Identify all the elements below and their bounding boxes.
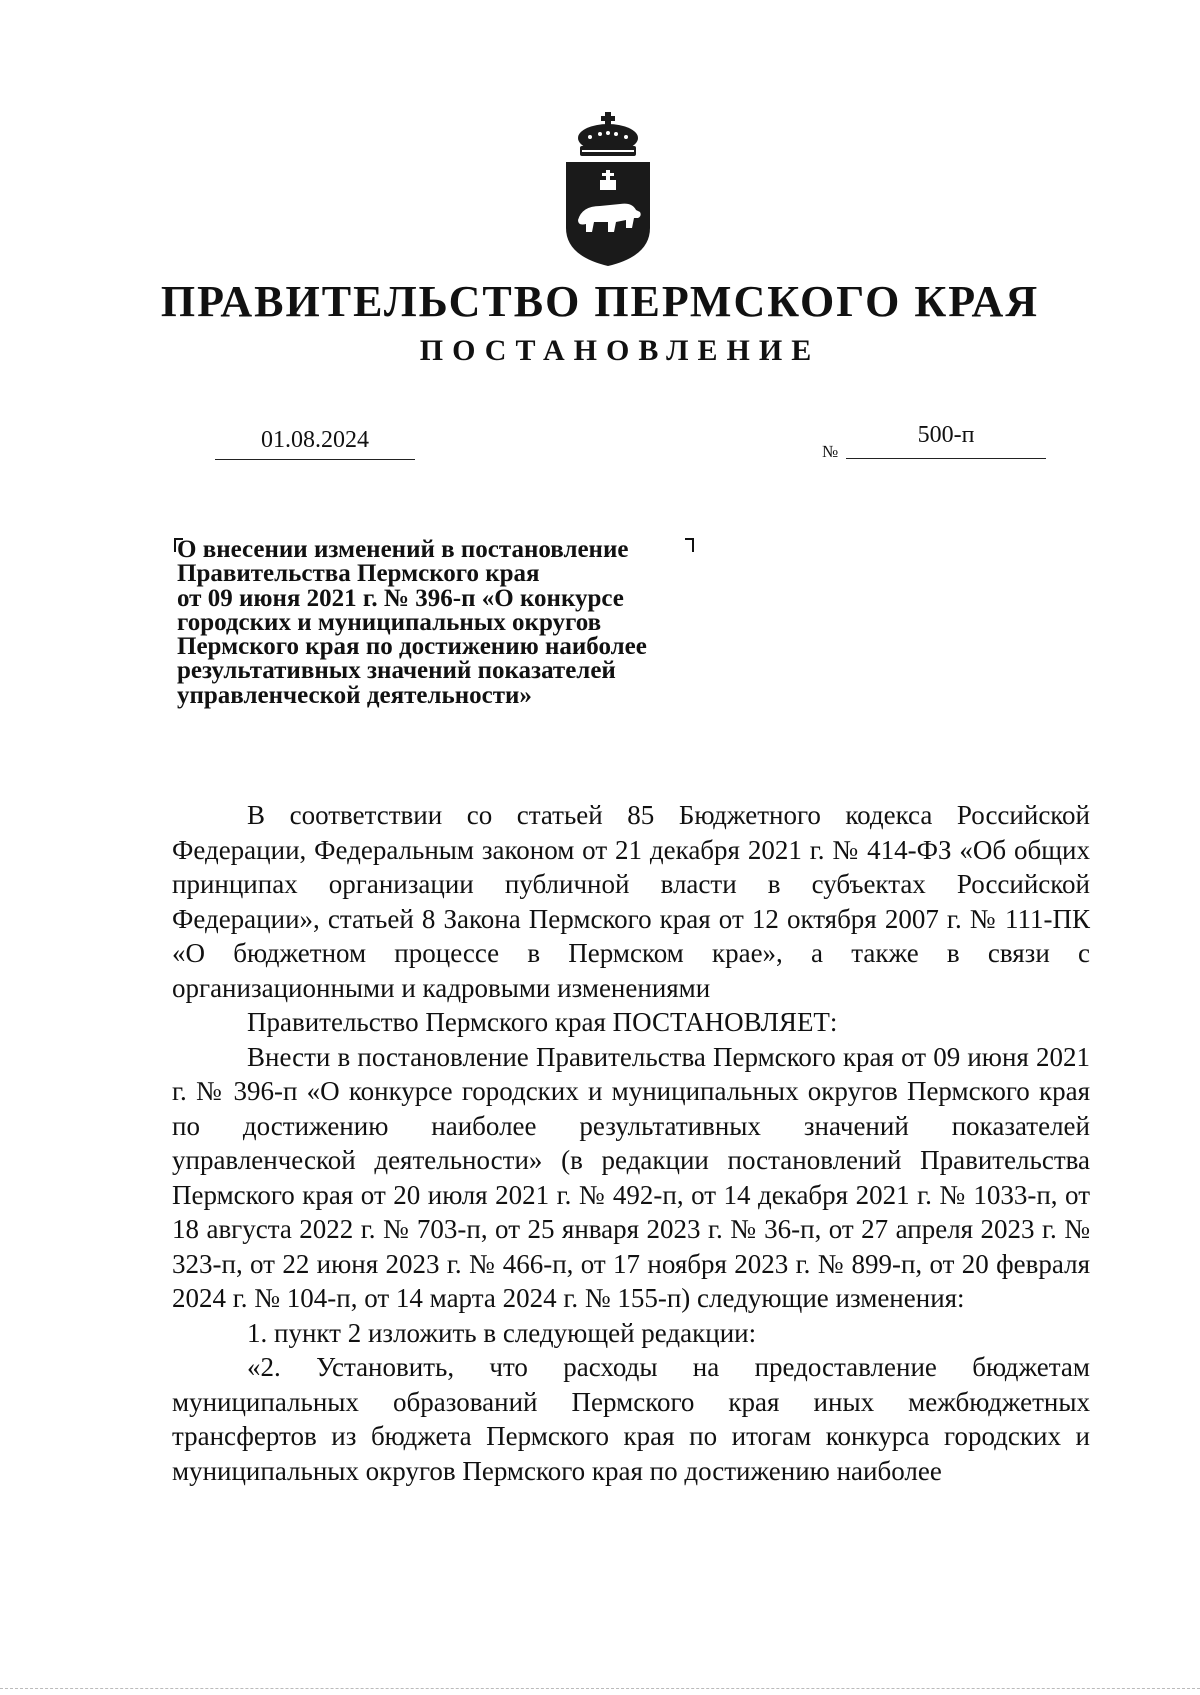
body-paragraph-amendment: Внести в постановление Правительства Пермского края от 09 июня 2021 г. № 396-п «О конкурсе городских и муниципальных округов Пермского края по достижению наиболее результативных значений показателей управленческой деятельности» (в редакции постановлений Правительства Пермского края от 20 июля 2021 г. № 492-п, от 14 декабря 2021 г. № 1033-п, от 18 августа 2022 г. № 703-п, от 25 января 2023 г. № 36-п, от 27 апреля 2023 г. № 323-п, от 22 июня 2023 г. № 466-п, от 17 ноября 2023 г. № 899-п, от 20 февраля 2024 г. № 104-п, от 14 марта 2024 г. № 155-п) следующие изменения: <box>172 1041 1090 1313</box>
subject-line: Правительства Пермского края <box>177 560 540 588</box>
perm-krai-coat-of-arms-icon <box>560 110 656 270</box>
document-number: 500-п <box>846 420 1046 459</box>
subject-line: О внесении изменений в постановление <box>177 536 629 563</box>
scan-edge-line <box>0 1688 1200 1689</box>
body-paragraph-item-1: 1. пункт 2 изложить в следующей редакции: <box>247 1317 757 1348</box>
subject-line: от 09 июня 2021 г. № 396-п «О конкурсе <box>177 584 624 612</box>
document-body <box>172 798 1090 1488</box>
body-paragraph-resolves: Правительство Пермского края ПОСТАНОВЛЯЕТ: <box>247 1007 838 1037</box>
subject-line: управленческой деятельности» <box>177 681 532 709</box>
subject-line: результативных значений показателей <box>177 657 616 685</box>
subject-line: Пермского края по достижению наиболее <box>177 633 647 661</box>
government-title: ПРАВИТЕЛЬСТВО ПЕРМСКОГО КРАЯ <box>160 277 1040 326</box>
document-date: 01.08.2024 <box>215 425 415 460</box>
document-type-title: ПОСТАНОВЛЕНИЕ <box>419 334 821 367</box>
number-label: № <box>822 442 839 461</box>
subject-line: городских и муниципальных округов <box>177 608 602 636</box>
body-paragraph-preamble: В соответствии со статьей 85 Бюджетного кодекса Российской Федерации, Федеральным законом от 21 декабря 2021 г. № 414-ФЗ «Об общих принципах организации публичной власти в субъектах Российской Федерации», статьей 8 Закона Пермского края от 12 октября 2007 г. № 111-ПК «О бюджетном процессе в Пермском крае», а также в связи с организационными и кадровыми изменениями <box>172 800 1090 1003</box>
document-subject <box>177 538 717 708</box>
body-paragraph-item-2: «2. Установить, что расходы на предоставление бюджетам муниципальных образований Пермского края иных межбюджетных трансфертов из бюджета Пермского края по итогам конкурса городских и муниципальных округов Пермского края по достижению наиболее <box>172 1352 1090 1486</box>
